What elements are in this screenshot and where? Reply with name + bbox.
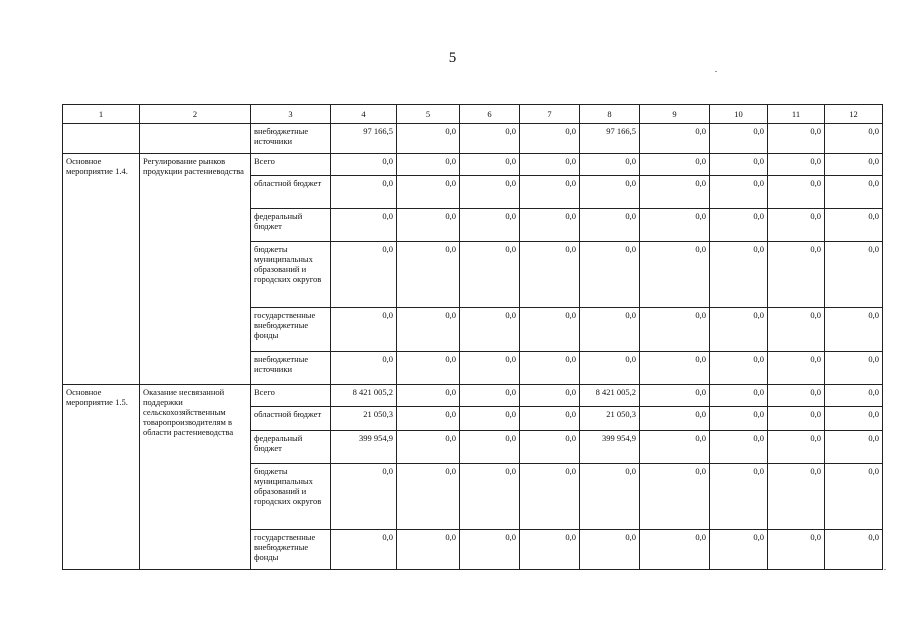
amount-cell: 0,0 (640, 385, 710, 407)
amount-cell: 0,0 (768, 154, 825, 176)
funding-source: бюджеты муниципальных образований и городских округов (251, 464, 331, 530)
amount-cell: 0,0 (520, 385, 580, 407)
amount-cell: 0,0 (460, 385, 520, 407)
funding-source: областной бюджет (251, 407, 331, 431)
activity-title (63, 124, 140, 154)
amount-cell: 21 050,3 (580, 407, 640, 431)
amount-cell: 0,0 (397, 431, 460, 464)
amount-cell: 0,0 (520, 154, 580, 176)
amount-cell: 0,0 (331, 242, 397, 308)
column-header: 2 (140, 105, 251, 124)
amount-cell: 0,0 (768, 209, 825, 242)
amount-cell: 0,0 (520, 124, 580, 154)
column-header: 1 (63, 105, 140, 124)
amount-cell: 0,0 (460, 530, 520, 570)
amount-cell: 0,0 (640, 124, 710, 154)
amount-cell: 0,0 (397, 209, 460, 242)
amount-cell: 0,0 (460, 431, 520, 464)
amount-cell: 0,0 (710, 431, 768, 464)
amount-cell: 0,0 (825, 242, 883, 308)
funding-source: внебюджетные источники (251, 352, 331, 385)
amount-cell: 8 421 005,2 (580, 385, 640, 407)
column-header: 9 (640, 105, 710, 124)
amount-cell: 0,0 (640, 407, 710, 431)
scan-speck (715, 71, 717, 72)
amount-cell: 0,0 (397, 176, 460, 209)
funding-source: Всего (251, 385, 331, 407)
amount-cell: 0,0 (825, 352, 883, 385)
amount-cell: 0,0 (825, 308, 883, 352)
amount-cell: 97 166,5 (580, 124, 640, 154)
amount-cell: 0,0 (768, 308, 825, 352)
amount-cell: 0,0 (710, 385, 768, 407)
amount-cell: 0,0 (768, 385, 825, 407)
activity-title: Основное мероприятие 1.5. (63, 385, 140, 570)
amount-cell: 0,0 (397, 407, 460, 431)
amount-cell: 0,0 (520, 352, 580, 385)
amount-cell: 0,0 (397, 124, 460, 154)
funding-source: бюджеты муниципальных образований и городских округов (251, 242, 331, 308)
table-row (63, 124, 883, 154)
funding-source: Всего (251, 154, 331, 176)
amount-cell: 0,0 (520, 209, 580, 242)
amount-cell: 0,0 (768, 530, 825, 570)
amount-cell: 0,0 (460, 352, 520, 385)
amount-cell: 0,0 (580, 242, 640, 308)
column-header: 6 (460, 105, 520, 124)
amount-cell: 0,0 (331, 176, 397, 209)
amount-cell: 0,0 (768, 176, 825, 209)
amount-cell: 0,0 (640, 209, 710, 242)
amount-cell: 0,0 (520, 176, 580, 209)
activity-description (140, 124, 251, 154)
funding-source: государственные внебюджетные фонды (251, 308, 331, 352)
activity-title: Основное мероприятие 1.4. (63, 154, 140, 385)
amount-cell: 0,0 (520, 242, 580, 308)
amount-cell: 0,0 (397, 154, 460, 176)
scan-speck (884, 569, 886, 570)
amount-cell: 0,0 (520, 431, 580, 464)
amount-cell: 0,0 (460, 242, 520, 308)
amount-cell: 0,0 (825, 385, 883, 407)
amount-cell: 0,0 (768, 464, 825, 530)
amount-cell: 0,0 (397, 308, 460, 352)
amount-cell: 0,0 (580, 352, 640, 385)
amount-cell: 0,0 (520, 464, 580, 530)
amount-cell: 0,0 (331, 530, 397, 570)
amount-cell: 0,0 (460, 176, 520, 209)
amount-cell: 0,0 (580, 464, 640, 530)
amount-cell: 0,0 (397, 352, 460, 385)
amount-cell: 0,0 (640, 242, 710, 308)
amount-cell: 0,0 (331, 209, 397, 242)
amount-cell: 0,0 (640, 530, 710, 570)
funding-source: федеральный бюджет (251, 431, 331, 464)
amount-cell: 0,0 (397, 242, 460, 308)
funding-source: федеральный бюджет (251, 209, 331, 242)
amount-cell: 0,0 (768, 431, 825, 464)
amount-cell: 0,0 (710, 464, 768, 530)
activity-description: Оказание несвязанной поддержки сельскохозяйственным товаропроизводителям в области растениеводства (140, 385, 251, 570)
amount-cell: 399 954,9 (580, 431, 640, 464)
amount-cell: 0,0 (825, 124, 883, 154)
amount-cell: 0,0 (825, 176, 883, 209)
amount-cell: 0,0 (768, 242, 825, 308)
column-header: 10 (710, 105, 768, 124)
amount-cell: 8 421 005,2 (331, 385, 397, 407)
amount-cell: 0,0 (825, 530, 883, 570)
amount-cell: 0,0 (331, 308, 397, 352)
amount-cell: 0,0 (825, 464, 883, 530)
amount-cell: 0,0 (710, 308, 768, 352)
amount-cell: 0,0 (460, 154, 520, 176)
amount-cell: 0,0 (580, 154, 640, 176)
amount-cell: 0,0 (710, 124, 768, 154)
amount-cell: 0,0 (710, 209, 768, 242)
amount-cell: 0,0 (397, 530, 460, 570)
column-header: 4 (331, 105, 397, 124)
column-header: 3 (251, 105, 331, 124)
amount-cell: 0,0 (768, 352, 825, 385)
amount-cell: 0,0 (640, 176, 710, 209)
amount-cell: 0,0 (460, 407, 520, 431)
amount-cell: 0,0 (825, 154, 883, 176)
funding-table (62, 104, 883, 570)
activity-description: Регулирование рынков продукции растениеводства (140, 154, 251, 385)
amount-cell: 0,0 (460, 124, 520, 154)
amount-cell: 0,0 (520, 530, 580, 570)
amount-cell: 0,0 (825, 407, 883, 431)
table-row (63, 154, 883, 176)
funding-source: внебюджетные источники (251, 124, 331, 154)
amount-cell: 0,0 (768, 407, 825, 431)
amount-cell: 0,0 (520, 308, 580, 352)
amount-cell: 0,0 (710, 154, 768, 176)
header-row (63, 105, 883, 124)
amount-cell: 0,0 (331, 464, 397, 530)
amount-cell: 0,0 (580, 209, 640, 242)
amount-cell: 0,0 (640, 352, 710, 385)
funding-source: областной бюджет (251, 176, 331, 209)
amount-cell: 0,0 (710, 242, 768, 308)
amount-cell: 0,0 (640, 464, 710, 530)
table-row (63, 385, 883, 407)
amount-cell: 0,0 (640, 154, 710, 176)
amount-cell: 0,0 (710, 176, 768, 209)
amount-cell: 0,0 (825, 431, 883, 464)
amount-cell: 0,0 (825, 209, 883, 242)
amount-cell: 0,0 (397, 385, 460, 407)
amount-cell: 0,0 (520, 407, 580, 431)
amount-cell: 399 954,9 (331, 431, 397, 464)
amount-cell: 0,0 (460, 308, 520, 352)
amount-cell: 0,0 (397, 464, 460, 530)
column-header: 12 (825, 105, 883, 124)
amount-cell: 0,0 (710, 407, 768, 431)
column-header: 5 (397, 105, 460, 124)
amount-cell: 0,0 (640, 431, 710, 464)
amount-cell: 0,0 (580, 176, 640, 209)
column-header: 8 (580, 105, 640, 124)
column-header: 7 (520, 105, 580, 124)
amount-cell: 0,0 (331, 352, 397, 385)
column-header: 11 (768, 105, 825, 124)
amount-cell: 0,0 (710, 352, 768, 385)
page-number: 5 (448, 50, 457, 66)
amount-cell: 0,0 (768, 124, 825, 154)
amount-cell: 0,0 (710, 530, 768, 570)
amount-cell: 0,0 (460, 209, 520, 242)
amount-cell: 0,0 (580, 530, 640, 570)
amount-cell: 0,0 (331, 154, 397, 176)
amount-cell: 0,0 (460, 464, 520, 530)
amount-cell: 97 166,5 (331, 124, 397, 154)
amount-cell: 0,0 (640, 308, 710, 352)
amount-cell: 0,0 (580, 308, 640, 352)
funding-source: государственные внебюджетные фонды (251, 530, 331, 570)
amount-cell: 21 050,3 (331, 407, 397, 431)
